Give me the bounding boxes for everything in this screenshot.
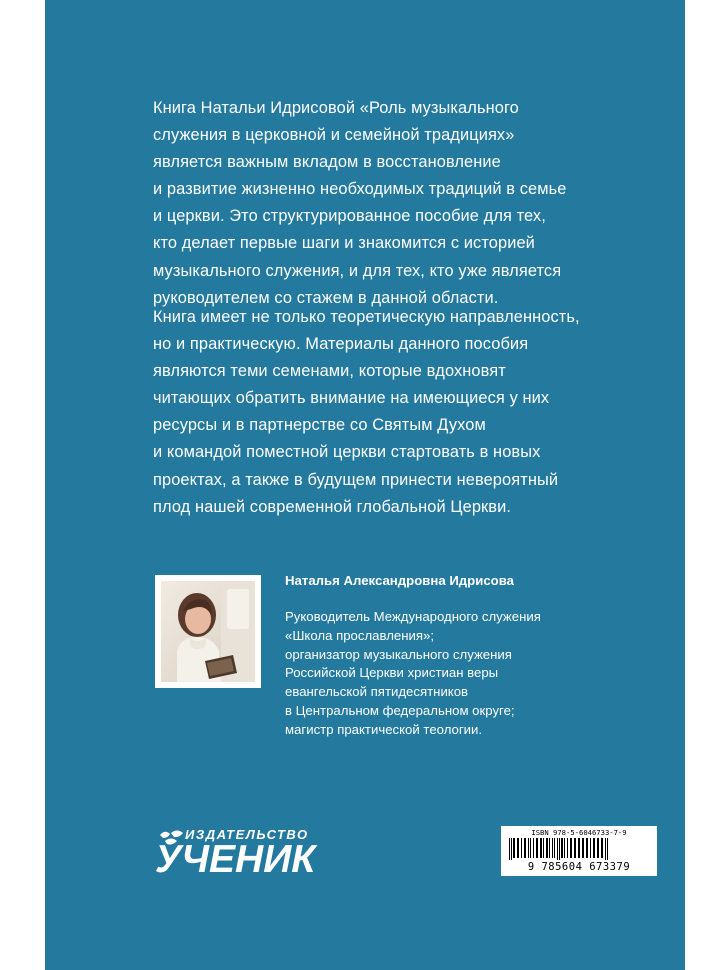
publisher-name: УЧЕНИК xyxy=(155,838,316,881)
description-line: и церкви. Это структурированное пособие для тех, xyxy=(153,207,546,226)
isbn-digits: 9 785604 673379 xyxy=(527,861,631,873)
description-line: ресурсы и в партнерстве со Святым Духом xyxy=(153,416,486,435)
book-back-cover xyxy=(45,0,685,970)
author-bio xyxy=(285,608,541,740)
description-line: служения в церковной и семейной традициях» xyxy=(153,126,515,145)
isbn-label: ISBN 978-5-6046733-7-9 xyxy=(531,828,627,837)
bio-line: магистр практической теологии. xyxy=(285,721,483,737)
description-line: и командой поместной церкви стартовать в новых xyxy=(153,443,541,462)
bio-line: евангельской пятидесятников xyxy=(285,684,469,700)
description-line: читающих обратить внимание на имеющиеся у них xyxy=(153,389,550,408)
publisher-logo xyxy=(153,822,358,892)
description-line: является важным вкладом в восстановление xyxy=(153,153,501,172)
isbn-barcode xyxy=(501,826,657,876)
bio-line: Руководитель Международного служения xyxy=(285,609,541,624)
bio-line: Российской Церкви христиан веры xyxy=(285,665,499,681)
description-line: Книга Натальи Идрисовой «Роль музыкального xyxy=(153,99,519,117)
description-line: кто делает первые шаги и знакомится с историей xyxy=(153,234,535,253)
bio-line: «Школа прославления»; xyxy=(285,627,435,643)
description-line: но и практическую. Материалы данного пособия xyxy=(153,335,529,354)
description-line: плод нашей современной глобальной Церкви. xyxy=(153,497,512,516)
barcode-icon xyxy=(507,838,651,860)
bio-line: организатор музыкального служения xyxy=(285,646,512,662)
description-paragraph-2 xyxy=(153,304,673,521)
description-line: музыкального служения, и для тех, кто уже является xyxy=(153,261,562,280)
author-portrait xyxy=(161,581,255,682)
author-photo xyxy=(155,575,261,688)
description-line: проектах, а также в будущем принести невероятный xyxy=(153,470,559,489)
description-paragraph-1 xyxy=(153,95,673,312)
bio-line: в Центральном федеральном округе; xyxy=(285,702,515,718)
description-line: Книга имеет не только теоретическую направленность, xyxy=(153,308,580,326)
publisher-label: ИЗДАТЕЛЬСТВО xyxy=(185,827,309,842)
description-line: являются теми семенами, которые вдохновят xyxy=(153,362,506,381)
description-line: руководителем со стажем в данной области. xyxy=(153,288,499,307)
author-name: Наталья Александровна Идрисова xyxy=(285,573,514,588)
description-line: и развитие жизненно необходимых традиций в семье xyxy=(153,180,567,199)
